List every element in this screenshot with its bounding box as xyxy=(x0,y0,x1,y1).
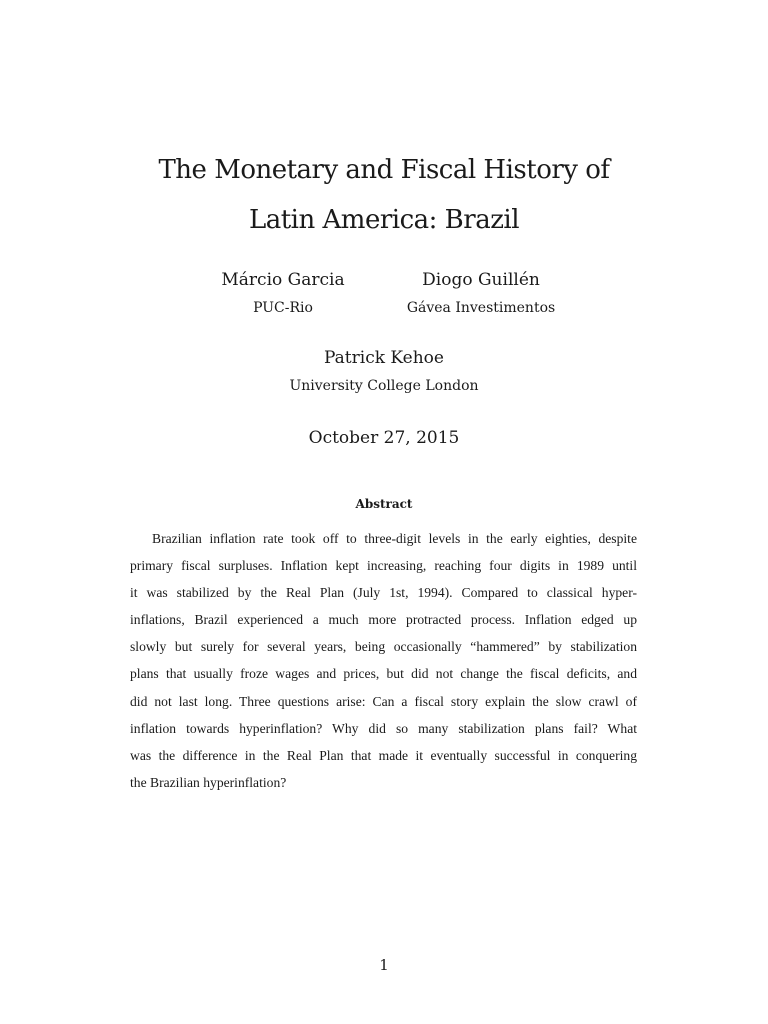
abstract-line: inflation towards hyperinflation? Why did so many stabilization plans fail? What xyxy=(130,720,637,736)
paper-title-line-1: The Monetary and Fiscal History of xyxy=(158,155,610,185)
abstract-line: Brazilian inflation rate took off to three-digit levels in the early eighties, despite xyxy=(152,531,637,546)
paper-title-line-2: Latin America: Brazil xyxy=(248,205,520,235)
author-affiliation: University College London xyxy=(289,378,479,394)
abstract-line: inflations, Brazil experienced a much more protracted process. Inflation edged up xyxy=(130,612,637,628)
abstract-line: slowly but surely for several years, being occasionally “hammered” by stabilization xyxy=(130,639,637,655)
author-affiliation: Gávea Investimentos xyxy=(406,300,556,316)
abstract-line: the Brazilian hyperinflation? xyxy=(130,774,287,790)
author-block xyxy=(0,346,768,396)
abstract-line: plans that usually froze wages and prices, but did not change the fiscal deficits, and xyxy=(130,666,637,682)
abstract-line: primary fiscal surpluses. Inflation kept increasing, reaching four digits in 1989 until xyxy=(130,558,637,574)
abstract-body xyxy=(130,525,637,796)
page-number: 1 xyxy=(379,956,389,974)
abstract-heading: Abstract xyxy=(355,497,413,511)
author-block xyxy=(351,268,611,318)
abstract-line: was the difference in the Real Plan that made it eventually successful in conquering xyxy=(130,747,637,763)
abstract-line: it was stabilized by the Real Plan (July 1st, 1994). Compared to classical hyper- xyxy=(130,585,637,601)
author-name: Márcio Garcia xyxy=(221,270,345,290)
abstract-line: did not last long. Three questions arise: Can a fiscal story explain the slow crawl of xyxy=(130,693,637,709)
author-name: Diogo Guillén xyxy=(422,270,540,290)
author-affiliation: PUC-Rio xyxy=(253,300,313,316)
publication-date: October 27, 2015 xyxy=(308,428,460,448)
author-name: Patrick Kehoe xyxy=(324,348,444,368)
